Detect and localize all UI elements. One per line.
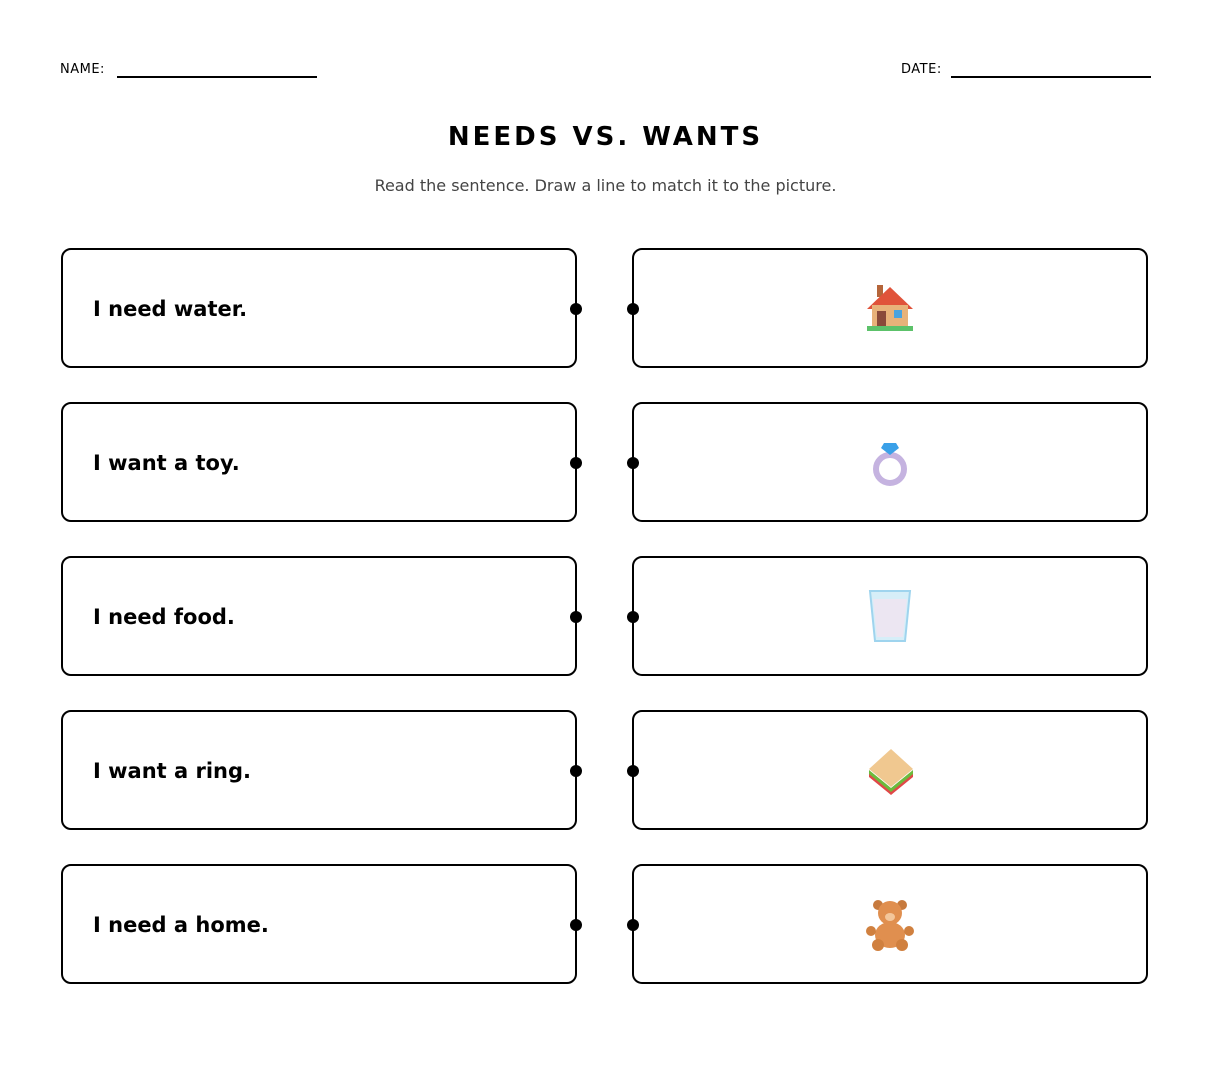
match-dot-left[interactable]	[570, 611, 582, 623]
glass-of-milk-icon	[863, 589, 917, 643]
house-icon	[863, 281, 917, 335]
date-field[interactable]	[951, 76, 1151, 78]
ring-icon	[863, 435, 917, 489]
sentence-text: I need water.	[93, 297, 248, 321]
picture-card	[632, 248, 1148, 368]
instructions: Read the sentence. Draw a line to match it to the picture.	[374, 176, 837, 195]
match-dot-right[interactable]	[627, 457, 639, 469]
match-dot-left[interactable]	[570, 919, 582, 931]
sentence-card	[61, 556, 577, 676]
match-dot-right[interactable]	[627, 611, 639, 623]
match-dot-left[interactable]	[570, 765, 582, 777]
picture-card	[632, 402, 1148, 522]
sentence-text: I want a ring.	[93, 759, 251, 783]
match-dot-right[interactable]	[627, 765, 639, 777]
sentence-card	[61, 248, 577, 368]
page-title: NEEDS VS. WANTS	[447, 122, 764, 152]
name-label: NAME:	[60, 62, 105, 77]
match-dot-right[interactable]	[627, 303, 639, 315]
sentence-card	[61, 864, 577, 984]
date-label: DATE:	[901, 62, 942, 77]
match-dot-left[interactable]	[570, 303, 582, 315]
sandwich-icon	[863, 743, 917, 797]
sentence-card	[61, 710, 577, 830]
sentence-card	[61, 402, 577, 522]
teddy-bear-icon	[863, 897, 917, 951]
sentence-text: I need a home.	[93, 913, 269, 937]
sentence-text: I want a toy.	[93, 451, 240, 475]
picture-card	[632, 864, 1148, 984]
picture-card	[632, 556, 1148, 676]
match-dot-left[interactable]	[570, 457, 582, 469]
picture-card	[632, 710, 1148, 830]
sentence-text: I need food.	[93, 605, 235, 629]
name-field[interactable]	[117, 76, 317, 78]
match-dot-right[interactable]	[627, 919, 639, 931]
